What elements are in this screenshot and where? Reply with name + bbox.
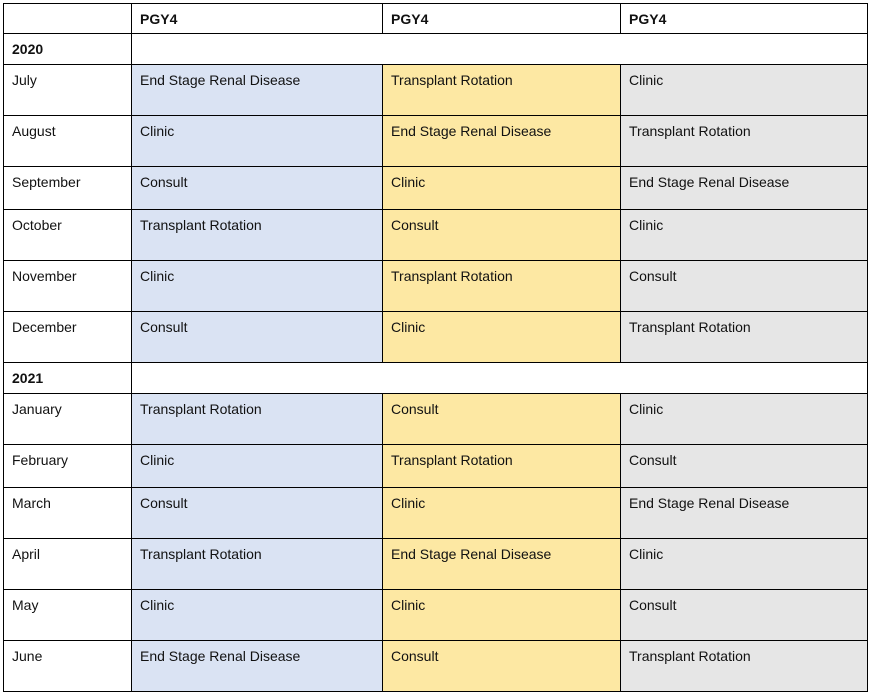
rotation-cell: Clinic <box>621 210 868 261</box>
month-label: October <box>4 210 132 261</box>
rotation-cell: Consult <box>132 488 383 539</box>
rotation-cell: End Stage Renal Disease <box>132 641 383 692</box>
rotation-cell: End Stage Renal Disease <box>383 539 621 590</box>
schedule-body <box>4 4 868 692</box>
year-label: 2021 <box>4 363 132 394</box>
table-row <box>4 641 868 692</box>
rotation-cell: Clinic <box>383 590 621 641</box>
rotation-cell: Consult <box>621 590 868 641</box>
month-label: June <box>4 641 132 692</box>
rotation-cell: Transplant Rotation <box>383 65 621 116</box>
header-cell-pgy4-1: PGY4 <box>132 4 383 34</box>
rotation-cell: Clinic <box>132 261 383 312</box>
rotation-schedule-table <box>3 3 868 692</box>
rotation-cell: Clinic <box>383 312 621 363</box>
year-label: 2020 <box>4 34 132 65</box>
rotation-cell: Transplant Rotation <box>132 539 383 590</box>
table-row <box>4 539 868 590</box>
rotation-cell: Transplant Rotation <box>383 445 621 488</box>
header-cell-pgy4-3: PGY4 <box>621 4 868 34</box>
header-cell-pgy4-2: PGY4 <box>383 4 621 34</box>
rotation-cell: Clinic <box>621 65 868 116</box>
rotation-cell: Clinic <box>132 590 383 641</box>
rotation-cell: End Stage Renal Disease <box>621 167 868 210</box>
month-label: September <box>4 167 132 210</box>
rotation-cell: Transplant Rotation <box>621 641 868 692</box>
table-row <box>4 167 868 210</box>
table-row <box>4 445 868 488</box>
rotation-cell: Transplant Rotation <box>383 261 621 312</box>
year-row-2020 <box>4 34 868 65</box>
year-row-spacer <box>132 34 868 65</box>
rotation-cell: Clinic <box>132 445 383 488</box>
rotation-cell: Consult <box>383 641 621 692</box>
header-row <box>4 4 868 34</box>
table-row <box>4 261 868 312</box>
rotation-cell: Transplant Rotation <box>132 210 383 261</box>
rotation-cell: End Stage Renal Disease <box>383 116 621 167</box>
month-label: December <box>4 312 132 363</box>
rotation-cell: Consult <box>383 394 621 445</box>
month-label: May <box>4 590 132 641</box>
rotation-cell: Consult <box>383 210 621 261</box>
table-row <box>4 210 868 261</box>
month-label: April <box>4 539 132 590</box>
rotation-cell: Transplant Rotation <box>621 312 868 363</box>
month-label: November <box>4 261 132 312</box>
rotation-cell: Clinic <box>383 488 621 539</box>
table-row <box>4 312 868 363</box>
rotation-cell: Clinic <box>383 167 621 210</box>
month-label: January <box>4 394 132 445</box>
rotation-cell: Consult <box>132 312 383 363</box>
rotation-cell: Transplant Rotation <box>621 116 868 167</box>
rotation-cell: Consult <box>132 167 383 210</box>
month-label: March <box>4 488 132 539</box>
year-row-spacer <box>132 363 868 394</box>
month-label: February <box>4 445 132 488</box>
header-cell-blank <box>4 4 132 34</box>
table-row <box>4 116 868 167</box>
month-label: July <box>4 65 132 116</box>
rotation-cell: Consult <box>621 445 868 488</box>
rotation-cell: Consult <box>621 261 868 312</box>
rotation-cell: End Stage Renal Disease <box>132 65 383 116</box>
rotation-cell: Transplant Rotation <box>132 394 383 445</box>
rotation-cell: Clinic <box>621 394 868 445</box>
rotation-cell: End Stage Renal Disease <box>621 488 868 539</box>
table-row <box>4 590 868 641</box>
table-row <box>4 65 868 116</box>
table-row <box>4 394 868 445</box>
rotation-cell: Clinic <box>132 116 383 167</box>
table-row <box>4 488 868 539</box>
rotation-cell: Clinic <box>621 539 868 590</box>
month-label: August <box>4 116 132 167</box>
year-row-2021 <box>4 363 868 394</box>
